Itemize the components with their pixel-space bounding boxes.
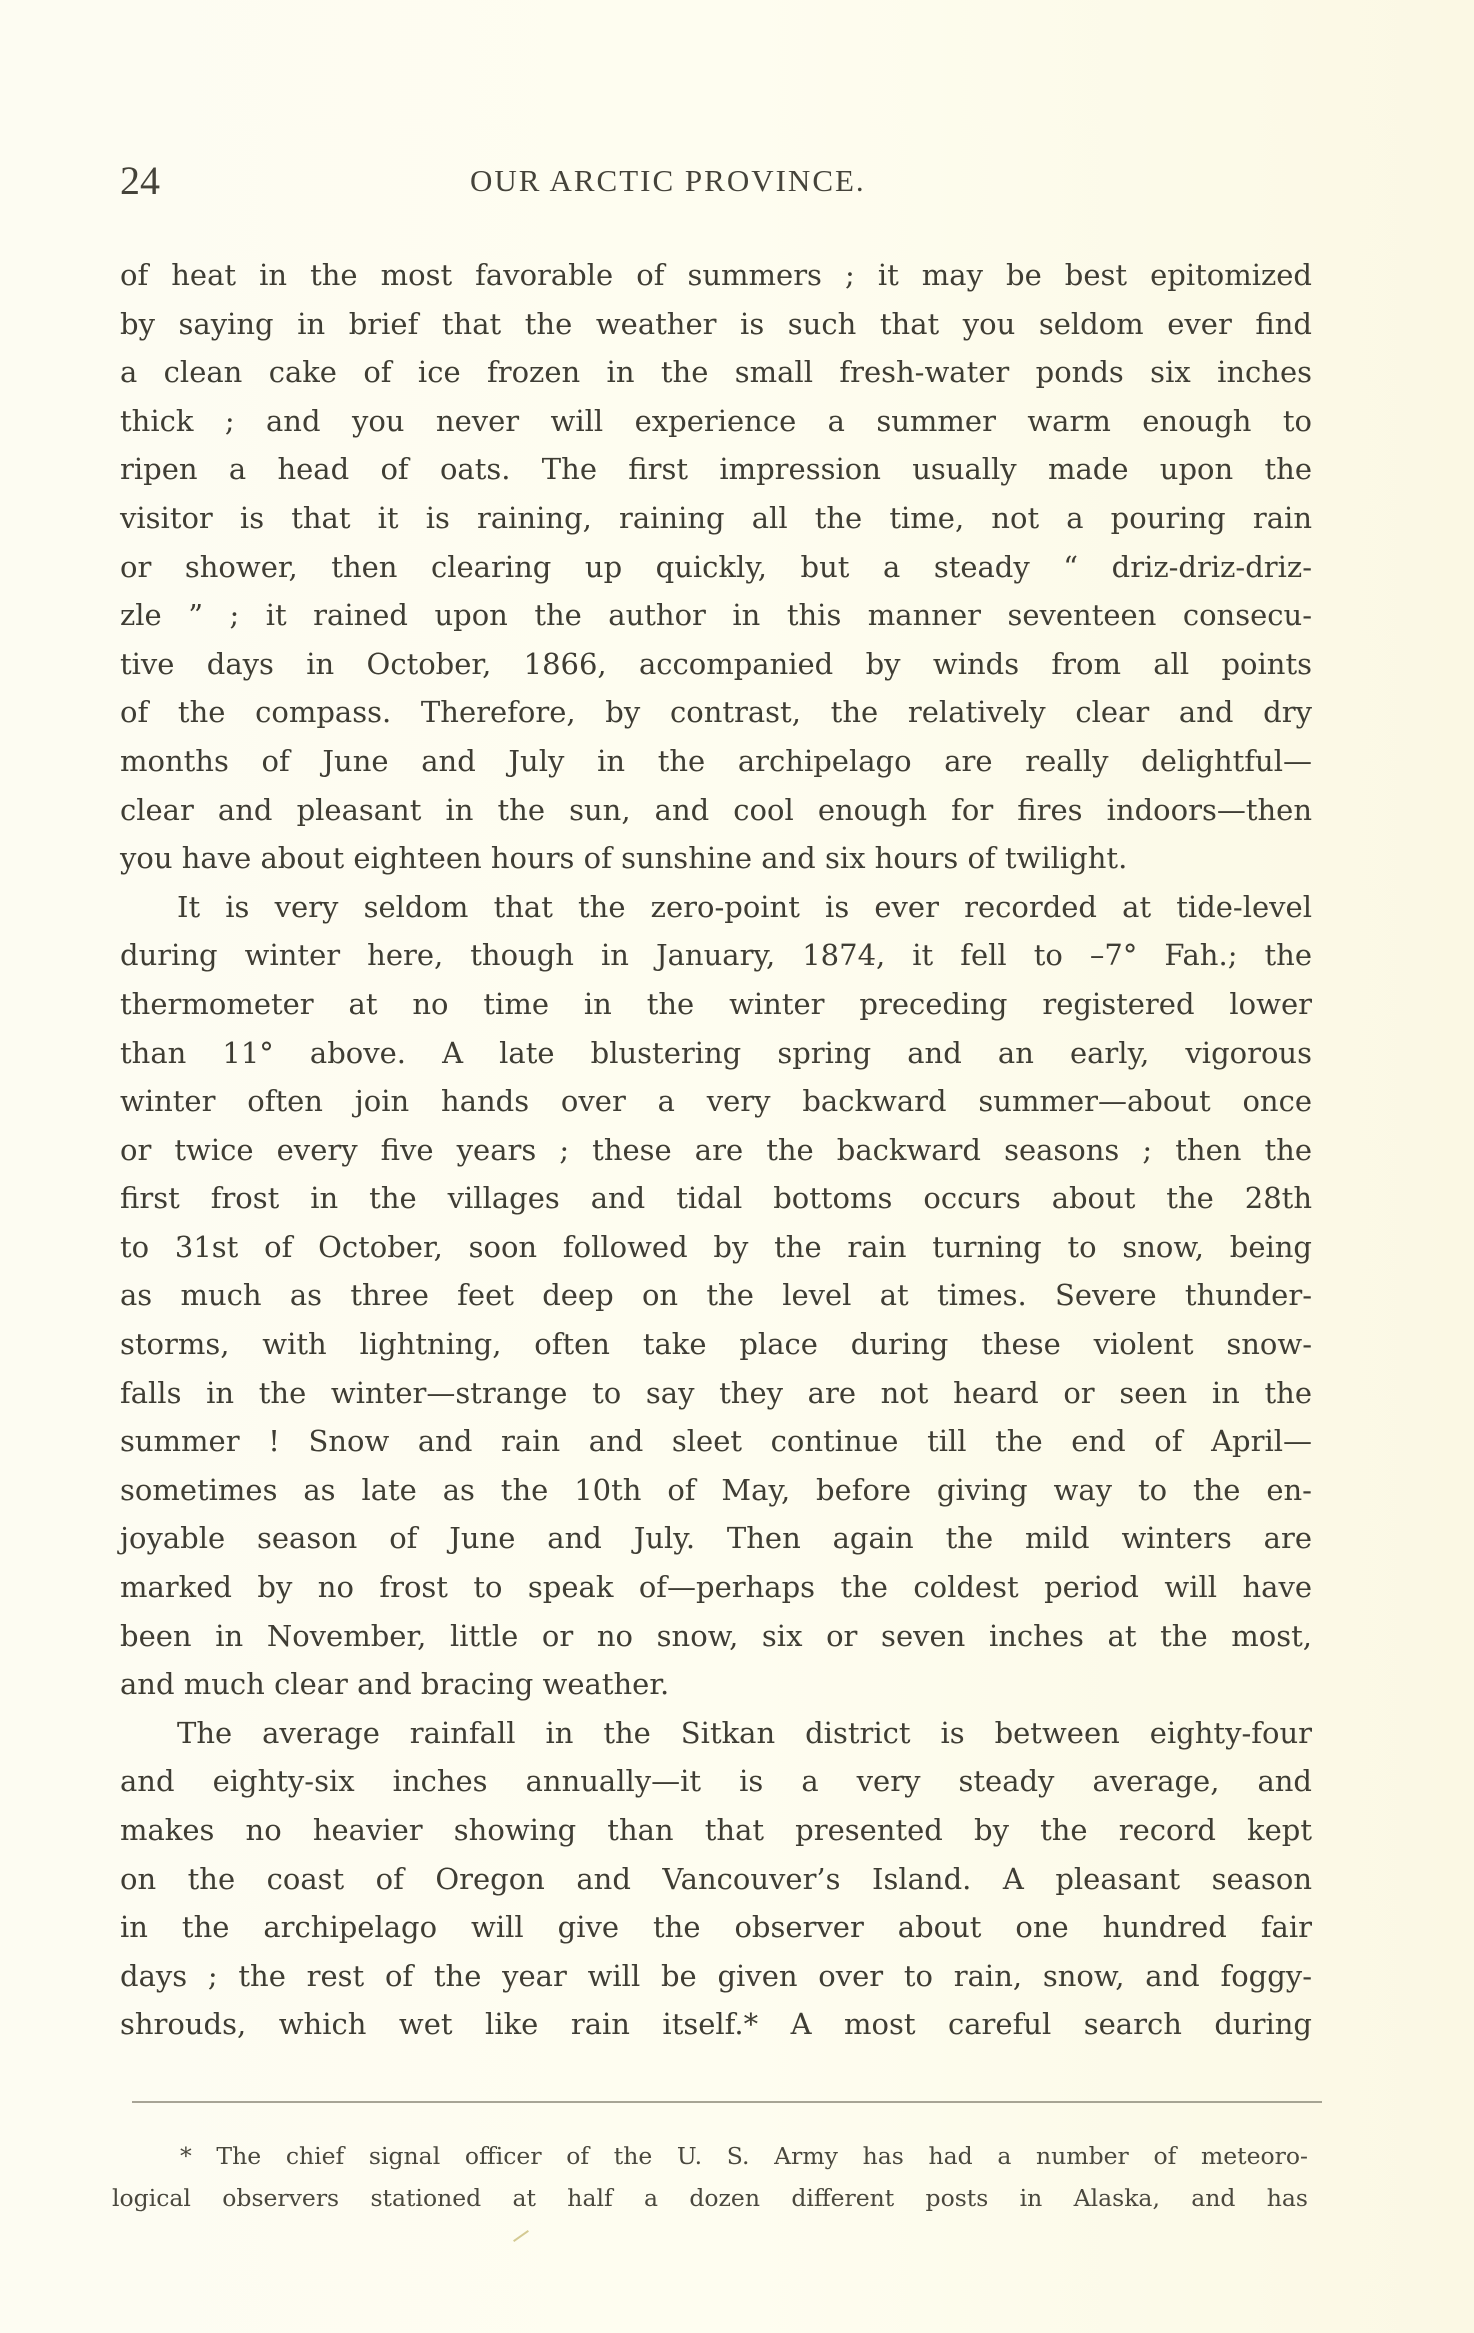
text-line: or shower, then clearing up quickly, but a steady “ driz-driz-driz-	[120, 549, 1312, 584]
text-line: summer ! Snow and rain and sleet continue till the end of April—	[120, 1424, 1312, 1459]
text-line: months of June and July in the archipelago are really delightful—	[120, 743, 1312, 778]
text-line: than 11° above. A late blustering spring and an early, vigorous	[120, 1035, 1312, 1070]
text-line: ripen a head of oats. The first impression usually made upon the	[120, 452, 1312, 487]
footnote	[112, 2135, 1308, 2219]
text-line: during winter here, though in January, 1874, it fell to –7° Fah.; the	[120, 938, 1312, 973]
footnote-line: * The chief signal officer of the U. S. Army has had a number of meteoro-	[180, 2142, 1308, 2170]
footnote-divider	[132, 2101, 1322, 2103]
text-line: as much as three feet deep on the level at times. Severe thunder-	[120, 1278, 1312, 1313]
text-line: tive days in October, 1866, accompanied by winds from all points	[120, 646, 1312, 681]
text-line: makes no heavier showing than that presented by the record kept	[120, 1813, 1312, 1847]
page-number: 24	[120, 158, 160, 203]
text-line: falls in the winter—strange to say they are not heard or seen in the	[120, 1375, 1312, 1410]
running-head: OUR ARCTIC PROVINCE.	[470, 163, 866, 198]
text-line: and much clear and bracing weather.	[120, 1667, 670, 1702]
text-line: clear and pleasant in the sun, and cool enough for fires indoors—then	[120, 792, 1312, 827]
text-line: joyable season of June and July. Then again the mild winters are	[120, 1521, 1312, 1556]
text-line: and eighty-six inches annually—it is a very steady average, and	[120, 1764, 1312, 1799]
text-line: of the compass. Therefore, by contrast, the relatively clear and dry	[120, 695, 1312, 730]
text-line: winter often join hands over a very backward summer—about once	[120, 1084, 1312, 1119]
text-line: in the archipelago will give the observer about one hundred fair	[120, 1910, 1312, 1945]
text-line: shrouds, which wet like rain itself.* A most careful search during	[120, 2007, 1312, 2042]
text-line: of heat in the most favorable of summers ; it may be best epitomized	[120, 258, 1312, 292]
paper-blemish	[513, 2230, 529, 2242]
text-line: on the coast of Oregon and Vancouver’s Island. A pleasant season	[120, 1861, 1312, 1896]
text-line: a clean cake of ice frozen in the small fresh-water ponds six inches	[120, 355, 1312, 390]
text-line: been in November, little or no snow, six or seven inches at the most,	[120, 1618, 1312, 1653]
text-line: days ; the rest of the year will be given over to rain, snow, and foggy-	[120, 1958, 1312, 1993]
footnote-line: logical observers stationed at half a dozen different posts in Alaska, and has	[112, 2184, 1308, 2212]
text-line: thermometer at no time in the winter preceding registered lower	[120, 986, 1312, 1021]
text-line: you have about eighteen hours of sunshine and six hours of twilight.	[120, 841, 1128, 876]
text-line: or twice every five years ; these are the backward seasons ; then the	[120, 1132, 1312, 1167]
text-line: thick ; and you never will experience a summer warm enough to	[120, 403, 1312, 438]
paragraph-start-line: It is very seldom that the zero-point is ever recorded at tide-level	[177, 889, 1312, 924]
text-line: marked by no frost to speak of—perhaps the coldest period will have	[120, 1570, 1312, 1605]
text-line: first frost in the villages and tidal bottoms occurs about the 28th	[120, 1181, 1312, 1216]
body-text	[120, 251, 1312, 2049]
paragraph-start-line: The average rainfall in the Sitkan district is between eighty-four	[177, 1715, 1312, 1750]
text-line: sometimes as late as the 10th of May, before giving way to the en-	[120, 1472, 1312, 1507]
text-line: visitor is that it is raining, raining all the time, not a pouring rain	[120, 500, 1312, 535]
text-line: by saying in brief that the weather is such that you seldom ever find	[120, 306, 1312, 341]
text-line: zle ” ; it rained upon the author in this manner seventeen consecu-	[120, 598, 1312, 633]
page-header	[120, 156, 1305, 206]
text-line: storms, with lightning, often take place during these violent snow-	[120, 1327, 1312, 1362]
text-line: to 31st of October, soon followed by the rain turning to snow, being	[120, 1229, 1312, 1264]
